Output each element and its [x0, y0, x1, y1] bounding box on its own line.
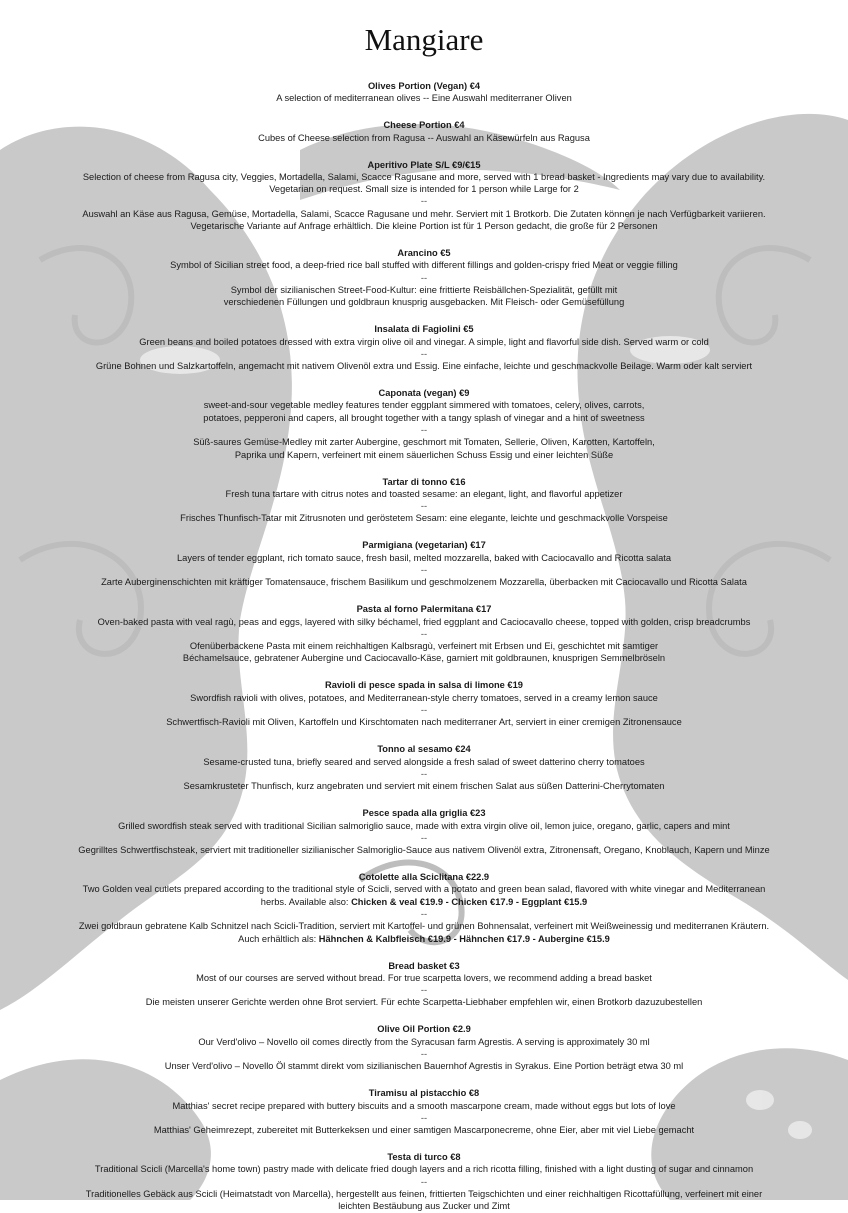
menu-item — [0, 539, 848, 588]
menu-item — [0, 80, 848, 105]
language-separator: -- — [0, 1176, 848, 1188]
variants-prices: Hähnchen & Kalbfleisch €19.9 - Hähnchen €17.9 - Aubergine €15.9 — [319, 934, 610, 944]
description-line: sweet-and-sour vegetable medley features tender eggplant simmered with tomatoes, celery, olives, carrots, — [0, 399, 848, 411]
variants-line — [0, 896, 848, 908]
menu-items — [0, 80, 848, 1213]
language-separator: -- — [0, 908, 848, 920]
menu-title: Mangiare — [0, 22, 848, 58]
language-separator: -- — [0, 424, 848, 436]
language-separator: -- — [0, 1112, 848, 1124]
item-name: Cotolette alla Sciclitana €22.9 — [0, 871, 848, 883]
menu-item — [0, 1087, 848, 1136]
item-name: Olive Oil Portion €2.9 — [0, 1023, 848, 1035]
menu-item — [0, 960, 848, 1009]
description-line: Grüne Bohnen und Salzkartoffeln, angemacht mit nativem Olivenöl extra und Essig. Eine einfache, leichte und geschmackvolle Beilage. Warm oder kalt serviert — [0, 360, 848, 372]
description-line: Sesamkrusteter Thunfisch, kurz angebraten und serviert mit einem frischen Salat aus süßen Datterini-Cherrytomaten — [0, 780, 848, 792]
description-line: Ofenüberbackene Pasta mit einem reichhaltigen Kalbsragù, verfeinert mit Erbsen und Ei, geschichtet mit samtiger — [0, 640, 848, 652]
description-line: Green beans and boiled potatoes dressed with extra virgin olive oil and vinegar. A simple, light and flavorful side dish. Served warm or cold — [0, 336, 848, 348]
description-line: Zarte Auberginenschichten mit kräftiger Tomatensauce, frischem Basilikum und geschmolzenem Mozzarella, überbacken mit Caciocavallo und Ricotta Salata — [0, 576, 848, 588]
item-name: Caponata (vegan) €9 — [0, 387, 848, 399]
description-line: Symbol der sizilianischen Street-Food-Kultur: eine frittierte Reisbällchen-Spezialität, gefüllt mit — [0, 284, 848, 296]
menu-item — [0, 871, 848, 945]
description-line: verschiedenen Füllungen und goldbraun knusprig ausgebacken. Mit Fleisch- oder Gemüsefüllung — [0, 296, 848, 308]
description-line: Matthias' secret recipe prepared with buttery biscuits and a smooth mascarpone cream, made without eggs but lots of love — [0, 1100, 848, 1112]
language-separator: -- — [0, 500, 848, 512]
description-line: Selection of cheese from Ragusa city, Veggies, Mortadella, Salami, Scacce Ragusane and more, served with 1 bread basket - Ingredients may vary due to availability. — [0, 171, 848, 183]
menu-item — [0, 476, 848, 525]
description-line: Layers of tender eggplant, rich tomato sauce, fresh basil, melted mozzarella, baked with Caciocavallo and Ricotta salata — [0, 552, 848, 564]
variants-lead: herbs. Available also: — [261, 897, 351, 907]
item-name: Arancino €5 — [0, 247, 848, 259]
item-name: Pesce spada alla griglia €23 — [0, 807, 848, 819]
menu-item — [0, 247, 848, 308]
item-name: Bread basket €3 — [0, 960, 848, 972]
item-name: Olives Portion (Vegan) €4 — [0, 80, 848, 92]
variants-lead: Auch erhältlich als: — [238, 934, 319, 944]
item-name: Pasta al forno Palermitana €17 — [0, 603, 848, 615]
description-line: Most of our courses are served without bread. For true scarpetta lovers, we recommend adding a bread basket — [0, 972, 848, 984]
variants-line — [0, 933, 848, 945]
language-separator: -- — [0, 272, 848, 284]
item-name: Aperitivo Plate S/L €9/€15 — [0, 159, 848, 171]
description-line: potatoes, pepperoni and capers, all brought together with a tangy splash of vinegar and a hint of sweetness — [0, 412, 848, 424]
language-separator: -- — [0, 195, 848, 207]
menu-item — [0, 323, 848, 372]
language-separator: -- — [0, 832, 848, 844]
menu-item — [0, 387, 848, 461]
description-line: Schwertfisch-Ravioli mit Oliven, Kartoffeln und Kirschtomaten nach mediterraner Art, serviert in einer cremigen Zitronensauce — [0, 716, 848, 728]
item-name: Parmigiana (vegetarian) €17 — [0, 539, 848, 551]
description-line: Traditionelles Gebäck aus Scicli (Heimatstadt von Marcella), hergestellt aus feinen, frittierten Teigschichten und einer reichhaltigen Ricottafüllung, verfeinert mit einer — [0, 1188, 848, 1200]
description-line: Fresh tuna tartare with citrus notes and toasted sesame: an elegant, light, and flavorful appetizer — [0, 488, 848, 500]
description-line: Vegetarische Variante auf Anfrage erhältlich. Die kleine Portion ist für 1 Person gedacht, die große für 2 Personen — [0, 220, 848, 232]
description-line: Vegetarian on request. Small size is intended for 1 person while Large for 2 — [0, 183, 848, 195]
description-line: Symbol of Sicilian street food, a deep-fried rice ball stuffed with different fillings and golden-crispy fried Meat or veggie filling — [0, 259, 848, 271]
item-name: Ravioli di pesce spada in salsa di limone €19 — [0, 679, 848, 691]
item-name: Tartar di tonno €16 — [0, 476, 848, 488]
description-line: Cubes of Cheese selection from Ragusa -- Auswahl an Käsewürfeln aus Ragusa — [0, 132, 848, 144]
description-line: Grilled swordfish steak served with traditional Sicilian salmoriglio sauce, made with extra virgin olive oil, lemon juice, oregano, garlic, capers and mint — [0, 820, 848, 832]
description-line: A selection of mediterranean olives -- Eine Auswahl mediterraner Oliven — [0, 92, 848, 104]
description-line: Sesame-crusted tuna, briefly seared and served alongside a fresh salad of sweet datterino cherry tomatoes — [0, 756, 848, 768]
item-name: Insalata di Fagiolini €5 — [0, 323, 848, 335]
menu-item — [0, 1151, 848, 1212]
description-line: Auswahl an Käse aus Ragusa, Gemüse, Mortadella, Salami, Scacce Ragusane und mehr. Serviert mit 1 Brotkorb. Die Zutaten können je nach Verfügbarkeit variieren. — [0, 208, 848, 220]
language-separator: -- — [0, 768, 848, 780]
menu-item — [0, 159, 848, 233]
description-line: Béchamelsauce, gebratener Aubergine und Caciocavallo-Käse, garniert mit goldbraunen, knusprigen Semmelbröseln — [0, 652, 848, 664]
description-line: Süß-saures Gemüse-Medley mit zarter Aubergine, geschmort mit Tomaten, Sellerie, Oliven, Karotten, Kartoffeln, — [0, 436, 848, 448]
description-line: Frisches Thunfisch-Tatar mit Zitrusnoten und geröstetem Sesam: eine elegante, leichte und geschmackvolle Vorspeise — [0, 512, 848, 524]
language-separator: -- — [0, 984, 848, 996]
item-name: Tiramisu al pistacchio €8 — [0, 1087, 848, 1099]
variants-prices: Chicken & veal €19.9 - Chicken €17.9 - Eggplant €15.9 — [351, 897, 587, 907]
description-line: Two Golden veal cutlets prepared according to the traditional style of Scicli, served with a potato and green bean salad, flavored with white vinegar and Mediterranean — [0, 883, 848, 895]
menu-item — [0, 807, 848, 856]
description-line: Our Verd'olivo – Novello oil comes directly from the Syracusan farm Agrestis. A serving is approximately 30 ml — [0, 1036, 848, 1048]
item-name: Tonno al sesamo €24 — [0, 743, 848, 755]
menu-item — [0, 679, 848, 728]
language-separator: -- — [0, 564, 848, 576]
language-separator: -- — [0, 704, 848, 716]
description-line: Unser Verd'olivo – Novello Öl stammt direkt vom sizilianischen Bauernhof Agrestis in Syrakus. Eine Portion beträgt etwa 30 ml — [0, 1060, 848, 1072]
language-separator: -- — [0, 628, 848, 640]
description-line: Gegrilltes Schwertfischsteak, serviert mit traditioneller sizilianischer Salmoriglio-Sauce aus nativem Olivenöl extra, Zitronensaft, Oregano, Knoblauch, Kapern und Minze — [0, 844, 848, 856]
menu-item — [0, 119, 848, 144]
description-line: Oven-baked pasta with veal ragù, peas and eggs, layered with silky béchamel, fried eggplant and Caciocavallo cheese, topped with golden, crisp breadcrumbs — [0, 616, 848, 628]
item-name: Cheese Portion €4 — [0, 119, 848, 131]
language-separator: -- — [0, 348, 848, 360]
description-line: Traditional Scicli (Marcella's home town) pastry made with delicate fried dough layers and a rich ricotta filling, finished with a light dusting of sugar and cinnamon — [0, 1163, 848, 1175]
language-separator: -- — [0, 1048, 848, 1060]
description-line: leichten Bestäubung aus Zucker und Zimt — [0, 1200, 848, 1212]
menu-item — [0, 1023, 848, 1072]
menu-item — [0, 743, 848, 792]
menu-item — [0, 603, 848, 664]
description-line: Matthias' Geheimrezept, zubereitet mit Butterkeksen und einer samtigen Mascarponecreme, ohne Eier, aber mit viel Liebe gemacht — [0, 1124, 848, 1136]
item-name: Testa di turco €8 — [0, 1151, 848, 1163]
description-line: Die meisten unserer Gerichte werden ohne Brot serviert. Für echte Scarpetta-Liebhaber empfehlen wir, einen Brotkorb dazuzubestellen — [0, 996, 848, 1008]
description-line: Paprika und Kapern, verfeinert mit einem säuerlichen Schuss Essig und einer leichten Süße — [0, 449, 848, 461]
description-line: Swordfish ravioli with olives, potatoes, and Mediterranean-style cherry tomatoes, served in a creamy lemon sauce — [0, 692, 848, 704]
description-line: Zwei goldbraun gebratene Kalb Schnitzel nach Scicli-Tradition, serviert mit Kartoffel- und grünen Bohnensalat, verfeinert mit Weißweinessig und mediterranen Kräutern. — [0, 920, 848, 932]
